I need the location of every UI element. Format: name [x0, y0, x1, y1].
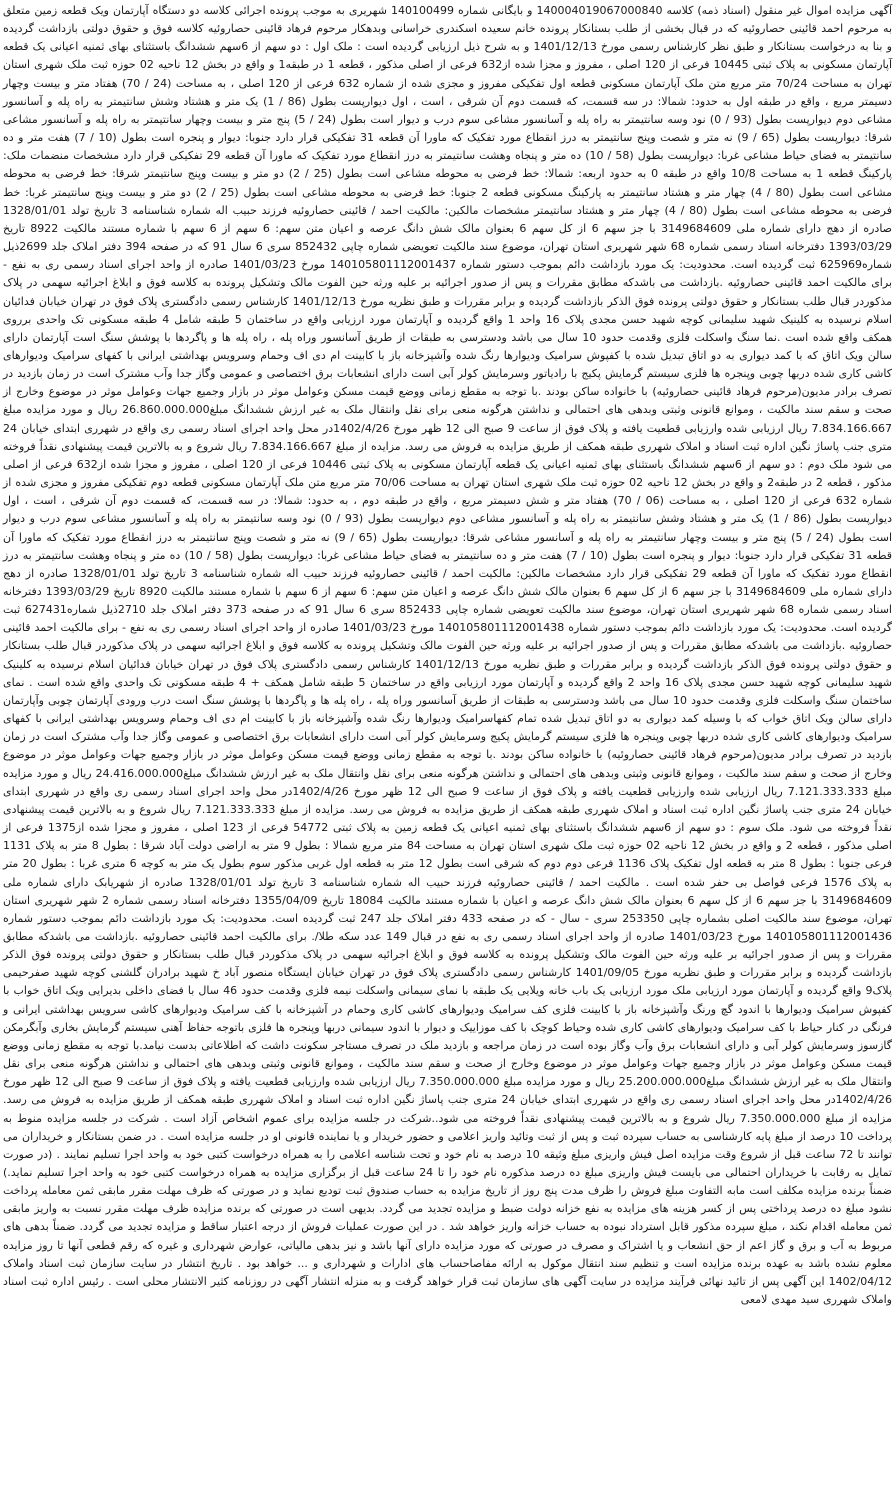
- notice-paragraph: آگهی مزایده اموال غیر منقول (اسناد ذمه) کلاسه 140004019067000840 و بایگانی شماره 140100499 شهریری به موجب پرونده اجرائی کلاسه دو دستگاه آپارتمان ویک قطعه زمین متعلق به مرحوم احمد قائینی حصاروئیه که در قبال بخشی از طلب بستانکار پرونده خانم سعیده اسکندری خراسانی وبدهکار مرحوم فرهاد قائینی حصاروئیه کلاسه فوق و حقوق دولتی بازداشت گردیده و بنا به درخواست بستانکار و طبق نظر کارشناس رسمی مورخ 1401/12/13 و به شرح ذیل ارزیابی گردیده است : ملک اول : دو سهم از 6سهم ششدانگ باستثنای بهای ثمنیه اعیانی یک قطعه آپارتمان مسکونی به پلاک ثبتی 10445 فرعی از 120 اصلی ، مفروز و مجزا شده از632 فرعی از اصلی مذکور ، قطعه 1 در طبقه1 و واقع در بخش 12 ناحیه 02 حوزه ثبت ملک شهری استان تهران به مساحت 70/24 متر مربع متن ملک آپارتمان مسکونی قطعه اول تفکیکی مفروز و مجزی شده از شماره 632 فرعی از 120 اصلی ، به مساحت (24 / 70) هفتاد متر و بیست وچهار دسیمتر مربع ، واقع در طبقه اول به حدود: شمالا: در سه قسمت، که قسمت دوم آن شرقی ، است ، اول دیوارپست بطول (86 / 1) یک متر و هشتاد وشش سانتیمتر به راه پله و آسانسور مشاعی دوم دیوارپست بطول (93 / 0) نود وسه سانتیمتر به راه پله و آسانسور مشاعی سوم درب و دیوار است بطول (24 / 5) پنج متر و بیست وچهار سانتیمتر به راه پله و آسانسور مشاعی شرقا: دیوارپست بطول (65 / 9) نه متر و شصت وپنج سانتیمتر به درز انقطاع مورد تفکیک که ماورا آن قطعه 31 تفکیکی قرار دارد جنوبا: دیوار و پنجره است بطول (10 / 7) هفت متر و ده سانتیمتر به فضای حیاط مشاعی غربا: دیوارپست بطول (58 / 10) ده متر و پنجاه وهشت سانتیمتر به درز انقطاع مورد تفکیک که ماورا آن قطعه 29 تفکیکی قرار دارد مشخصات منضمات ملک: پارکینگ قطعه 1 به مساحت 10/8 واقع در طبقه 0 به حدود اربعه: شمالا: خط فرضی به محوطه مشاعی است بطول (25 / 2) دو متر و بیست وپنج سانتیمتر شرقا: خط فرضی به محوطه مشاعی است بطول (80 / 4) چهار متر و هشتاد سانتیمتر به پارکینگ مسکونی قطعه 2 جنوبا: خط فرضی به محوطه مشاعی است بطول (25 / 2) دو متر و بیست وپنج سانتیمتر غربا: خط فرضی به محوطه مشاعی است بطول (80 / 4) چهار متر و هشتاد سانتیمتر مشخصات مالکین: مالکیت احمد / قائینی حصاروئیه فرزند حبیب اله شماره شناسنامه 3 تاریخ تولد 1328/01/01 صادره از دهج دارای شماره ملی 3149684609 با جز سهم 6 از کل سهم 6 بعنوان مالک شش دانگ عرصه و اعیان متن سهم: 6 سهم از 6 سهم با شماره مستند مالکیت 8922 تاریخ 1393/03/29 دفترخانه اسناد رسمی شماره 68 شهر شهریری استان تهران، موضوع سند مالکیت تعویضی شماره چاپی 852432 سری 6 سال 91 که در صفحه 394 دفتر املاک جلد 2699ذیل شماره625969 ثبت گردیده است. محدودیت: یک مورد بازداشت دائم بموجب دستور شماره 140105801112001437 مورخ 1401/03/23 صادره از واحد اجرای اسناد رسمی ری به نفع - برای مالکیت احمد قائینی حصاروئیه .بازداشت می باشدکه مطابق مقررات و پس از صدور اجرائیه بر علیه ورثه حین الفوت مالک وتشکیل پرونده به کلاسه فوق و ابلاغ اجرائیه سهمی در پلاک مذکوردر قبال طلب بستانکار و حقوق دولتی پرونده فوق الذکر بازداشت گردیده و برابر مقررات و طبق نظریه مورخ 1401/12/13 کارشناس رسمی دادگستری پلاک فوق در تهران خیابان فدائیان اسلام نرسیده به کلینیک شهید سلیمانی کوچه شهید حسن مجدی پلاک 16 واحد 1 واقع گردیده و آپارتمان مورد ارزیابی واقع در ساختمان 5 طبقه شامل 4 طبقه مسکونی تک واحدی برروی همکف واقع شده است .نما سنگ واسکلت فلزی وقدمت حدود 10 سال می باشد ودسترسی به طبقات از طریق آسانسور وراه پله ، راه پله ها و پاگردها با پوشش سنگ است آپارتمان دارای سالن ویک اتاق که با کمد دیواری به دو اتاق تبدیل شده با کفپوش سرامیک ودیوارها رنگ شده وآشپزخانه باز با کابینت ام دی اف وحمام وسرویس بهداشتی ایرانی با کفهای سرامیک ودیوارهای کاشی کاری شده دربها چوبی وپنجره ها فلزی سیستم گرمایش پکیج با رادیاتور وسرمایش کولر آبی است دارای انشعابات برق اختصاصی و عمومی وگاز جدا وآب مشترک است در زمان بازدید در تصرف برادر مدیون(مرحوم فرهاد قائینی حصاروئیه) با خانواده ساکن بودند .با توجه به مقطع زمانی ووضع قیمت مسکن وعوامل موثر در بازار وجمیع جهات وعوامل موثر در موضوع وخارج از صحت و سقم سند مالکیت ، وموانع قانونی وثبتی وبدهی های احتمالی و نداشتن هرگونه منعی برای نقل وانتقال ملک به غیر ارزش ششدانگ مبلغ26.860.000.000 ریال و مورد مزایده مبلغ 7.834.166.667 ریال ارزیابی شده وارزیابی قطعیت یافته و پلاک فوق از ساعت 9 صبح الی 12 ظهر مورخ 1402/4/26در محل واحد اجرای اسناد رسمی ری واقع در شهرری ابتدای خیابان 24 متری جنب پاساژ نگین اداره ثبت اسناد و املاک شهرری طبقه همکف از طریق مزایده به فروش می رسد. مزایده از مبلغ 7.834.166.667 ریال شروع و به بالاترین قیمت پیشنهادی نقداً فروخته می شود ملک دوم : دو سهم از 6سهم ششدانگ باستثنای بهای ثمنیه اعیانی یک قطعه آپارتمان مسکونی به پلاک ثبتی 10446 فرعی از 120 اصلی ، مفروز و مجزا شده از632 فرعی از اصلی مذکور ، قطعه 2 در طبقه2 و واقع در بخش 12 ناحیه 02 حوزه ثبت ملک شهری استان تهران به مساحت 70/06 متر مربع متن ملک آپارتمان مسکونی قطعه دوم تفکیکی مفروز و مجزی شده از شماره 632 فرعی از 120 اصلی ، به مساحت (06 / 70) هفتاد متر و شش دسیمتر مربع ، واقع در طبقه دوم ، به حدود: شمالا: در سه قسمت، که قسمت دوم آن شرقی ، است ، اول دیوارپست بطول (86 / 1) یک متر و هشتاد وشش سانتیمتر به راه پله و آسانسور مشاعی دوم دیوارپست بطول (93 / 0) نود وسه سانتیمتر به راه پله و آسانسور مشاعی سوم درب و دیوار است بطول (24 / 5) پنج متر و بیست وچهار سانتیمتر به راه پله و آسانسور مشاعی شرقا: دیوارپست بطول (65 / 9) نه متر و شصت وپنج سانتیمتر به درز انقطاع مورد تفکیک که ماورا آن قطعه 31 تفکیکی قرار دارد جنوبا: دیوار و پنجره است بطول (10 / 7) هفت متر و ده سانتیمتر به فضای حیاط مشاعی غربا: دیوارپست بطول (58 / 10) ده متر و پنجاه وهشت سانتیمتر به درز انقطاع مورد تفکیک که ماورا آن قطعه 29 تفکیکی قرار دارد مشخصات مالکین: مالکیت احمد / قائینی حصاروئیه فرزند حبیب اله شماره شناسنامه 3 تاریخ تولد 1328/01/01 صادره از دهج دارای شماره ملی 3149684609 با جز سهم 6 از کل سهم 6 بعنوان مالک شش دانگ عرصه و اعیان متن سهم: 6 سهم از 6 سهم با شماره مستند مالکیت 8920 تاریخ 1393/03/29 دفترخانه اسناد رسمی شماره 68 شهر شهریری استان تهران، موضوع سند مالکیت تعویضی شماره چاپی 852433 سری 6 سال 91 که در صفحه 373 دفتر املاک جلد 2710ذیل شماره627431 ثبت گردیده است. محدودیت: یک مورد بازداشت دائم بموجب دستور شماره 140105801112001438 مورخ 1401/03/23 صادره از واحد اجرای اسناد رسمی ری به نفع - برای مالکیت احمد قائینی حصاروئیه .بازداشت می باشدکه مطابق مقررات و پس از صدور اجرائیه بر علیه ورثه حین الفوت مالک وتشکیل پرونده به کلاسه فوق و ابلاغ اجرائیه سهمی در پلاک مذکوردر قبال طلب بستانکار و حقوق دولتی پرونده فوق الذکر بازداشت گردیده و برابر مقررات و طبق نظریه مورخ 1401/12/13 کارشناس رسمی دادگستری پلاک فوق در تهران خیابان فدائیان اسلام نرسیده به کلینیک شهید سلیمانی کوچه شهید حسن مجدی پلاک 16 واحد 2 واقع گردیده و آپارتمان مورد ارزیابی واقع در ساختمان 5 طبقه شامل همکف + 4 طبقه مسکونی تک واحدی واقع شده است . نمای ساختمان سنگ واسکلت فلزی وقدمت حدود 10 سال می باشد ودسترسی به طبقات از طریق آسانسور وراه پله ، راه پله ها و پاگردها با پوشش سنگ است درب ورودی آپارتمان چوبی وآپارتمان دارای سالن ویک اتاق خواب که با وسیله کمد دیواری به دو اتاق تبدیل شده تمام کفهاسرامیک ودیوارها رنگ شده وآشپزخانه باز با کابینت ام دی اف وحمام وسرویس بهداشتی ایرانی با کفهای سرامیک ودیوارهای کاشی کاری شده دربها چوبی وپنجره ها فلزی سیستم گرمایش پکیج وسرمایش کولر آبی است دارای انشعابات برق اختصاصی و عمومی وگاز جدا وآب مشترک است در زمان بازدید در تصرف برادر مدیون(مرحوم فرهاد قائینی حصاروئیه) با خانواده ساکن بودند .با توجه به مقطع زمانی ووضع قیمت مسکن وعوامل موثر در بازار وجمیع جهات وعوامل موثر در موضوع وخارج از صحت و سقم سند مالکیت ، وموانع قانونی وثبتی وبدهی های احتمالی و نداشتن هرگونه منعی برای نقل وانتقال ملک به غیر ارزش ششدانگ مبلغ24.416.000.000 ریال و مورد مزایده مبلغ 7.121.333.333 ریال ارزیابی شده وارزیابی قطعیت یافته و پلاک فوق از ساعت 9 صبح الی 12 ظهر مورخ 1402/4/26در محل واحد اجرای اسناد رسمی ری واقع در شهرری ابتدای خیابان 24 متری جنب پاساژ نگین اداره ثبت اسناد و املاک شهرری طبقه همکف از طریق مزایده به فروش می رسد. مزایده از مبلغ 7.121.333.333 ریال شروع و به بالاترین قیمت پیشنهادی نقداً فروخته می شود. ملک سوم : دو سهم از 6سهم ششدانگ باستثنای بهای ثمنیه اعیانی یک قطعه زمین به پلاک ثبتی 54772 فرعی از 123 اصلی ، مفروز و مجزا شده از1375 فرعی از اصلی مذکور ، قطعه 2 و واقع در بخش 12 ناحیه 02 حوزه ثبت ملک شهری استان تهران به مساحت 84 متر مربع شمالا : بطول 9 متر به اراضی دولت آباد شرقا : بطول 8 متر به پلاک 1131 فرعی جنوبا : بطول 8 متر به قطعه اول تفکیک پلاک 1136 فرعی دوم دوم که شرقی است بطول 12 متر به قطعه اول غربی مذکور سوم بطول یک متر به کوچه 6 متری غربا : بطول 20 متر به پلاک 1576 فرعی فواصل بی حفر شده است . مالکیت احمد / قائینی حصاروئیه فرزند حبیب اله شماره شناسنامه 3 تاریخ تولد 1328/01/01 صادره از شهریابک دارای شماره ملی 3149684609 با جز سهم 6 از کل سهم 6 بعنوان مالک شش دانگ عرصه و اعیان با شماره مستند مالکیت 18084 تاریخ 1355/04/09 دفترخانه اسناد رسمی شماره 2 شهر شهریری استان تهران، موضوع سند مالکیت اصلی بشماره چاپی 253350 سری - سال - که در صفحه 433 دفتر املاک جلد 247 ثبت گردیده است. محدودیت: یک مورد بازداشت دائم بموجب دستور شماره 140105801112001436 مورخ 1401/03/23 صادره از واحد اجرای اسناد رسمی ری به نفع در قبال 149 عدد سکه طلا/. برای مالکیت احمد قائینی حصاروئیه .بازداشت می باشدکه مطابق مقررات و پس از صدور اجرائیه بر علیه ورثه حین الفوت مالک وتشکیل پرونده به کلاسه فوق و ابلاغ اجرائیه سهمی در پلاک مذکوردر قبال طلب بستانکار و حقوق دولتی پرونده فوق الذکر بازداشت گردیده و برابر مقررات و طبق نظریه مورخ 1401/09/05 کارشناس رسمی دادگستری پلاک فوق در تهران خیابان ایستگاه منصور آباد خ شهید برادران گلشنی کوچه شهید صفرحیمی پلاک9 واقع گردیده و آپارتمان مورد ارزیابی ملک مورد ارزیابی یک باب خانه ویلایی یک طبقه با نمای سیمانی واسکلت نیمه فلزی وقدمت حدود 46 سال با فضای داخلی بدیرایی ویک اتاق خواب با کفپوش سرامیک ودیوارها با اندود گچ ورنگ وآشپزخانه باز با کابینت فلزی کف سرامیک ودیوارهای کاشی کاری وحمام در آشپزخانه با کف سرامیک ودیوارهای کاشی سرویس بهداشتی ایرانی و فرنگی در کنار حیاط با کف سرامیک ودیوارهای کاشی کاری شده وحیاط کوچک با کف موزاییک و دیوار با اندود سیمانی دربها وپنجره ها فلزی باتوجه حفاظ آهنی سیستم گرمایش بخاری وآبگرمکن گازسوز وسرمایش کولر آبی و دارای انشعابات برق وآب وگاز بوده است در زمان مراجعه و بازدید ملک در تصرف مستاجر سکونت داشت که اطلاعاتی بدست نیامد.با توجه به مقطع زمانی ووضع قیمت مسکن وعوامل موثر در بازار وجمیع جهات وعوامل موثر در موضوع وخارج از صحت و سقم سند مالکیت ، وموانع قانونی وثبتی وبدهی های احتمالی و نداشتن هرگونه منعی برای نقل وانتقال ملک به غیر ارزش ششدانگ مبلغ25.200.000.000 ریال و مورد مزایده مبلغ 7.350.000.000 ریال ارزیابی شده وارزیابی قطعیت یافته و پلاک فوق از ساعت 9 صبح الی 12 ظهر مورخ 1402/4/26در محل واحد اجرای اسناد رسمی ری واقع در شهرری ابتدای خیابان 24 متری جنب پاساژ نگین اداره ثبت اسناد و املاک شهرری طبقه همکف از طریق مزایده به فروش می رسد. مزایده از مبلغ 7.350.000.000 ریال شروع و به بالاترین قیمت پیشنهادی نقداً فروخته می شود..شرکت در جلسه مزایده برای عموم اشخاص آزاد است . شرکت در جلسه مزایده منوط به پرداخت 10 درصد از مبلغ پایه کارشناسی به حساب سپرده ثبت و پس از ثبت وتائید واریز اعلامی و حضور خریدار و یا نماینده قانونی او در جلسه مزایده است . در ضمن بستانکار و خریداران می توانند تا 72 ساعت قبل از شروع وقت مزایده اصل فیش واریزی مبلغ وثیقه 10 درصد به نام خود و تحت شناسه اعلامی را به همراه درخواست کتبی خود به واحد اجرا تسلیم نمایند . (در صورت تمایل به رقابت با خریداران احتمالی می بایست فیش واریزی مبلغ ده درصد مذکوره نام خود را تا 24 ساعت قبل از برگزاری مزایده به همراه درخواست کتبی خود به واحد اجرا تسلیم نماید.) ضمناً برنده مزایده مکلف است مابه التفاوت مبلغ فروش را ظرف مدت پنج روز از تاریخ مزایده به حساب صندوق ثبت تودیع نماید و در صورتی که ظرف مهلت مقرر مابقی ثمن معامله پرداخت نشود مبلغ ده درصد پرداختی پس از کسر هزینه های مزایده به نفع خزانه دولت ضبط و مزایده تجدید می گردد. بدیهی است در صورتی که برنده مزایده ظرف مهلت مقرر نسبت به واریز مابقی ثمن معامله اقدام نکند ، مبلغ سپرده مذکور قابل استرداد نبوده به حساب خزانه واریز خواهد شد . در این صورت عملیات فروش از درجه اعتبار ساقط و مزایده تجدید می گردد. ضمناً بدهی های مربوط به آب و برق و گاز اعم از حق انشعاب و یا اشتراک و مصرف در صورتی که مورد مزایده دارای آنها باشد و نیز بدهی مالیاتی، عوارض شهرداری و غیره که رقم قطعی آنها تا روز مزایده معلوم نشده باشد به عهده برنده مزایده است و تنظیم سند انتقال موکول به ارائه مفاصاحساب های ادارات و شهرداری و ... خواهد بود . تاریخ انتشار در سایت سازمان ثبت اسناد واملاک 1402/04/12 این آگهی پس از تائید نهائی فرآیند مزایده در سایت آگهی های سازمان ثبت قرار خواهد گرفت و به منزله انتشار آگهی در روزنامه کثیر الانتشار محلی است . رئیس اداره ثبت اسناد واملاک شهرری سید مهدی لامعی: [3, 4, 893, 1307]
